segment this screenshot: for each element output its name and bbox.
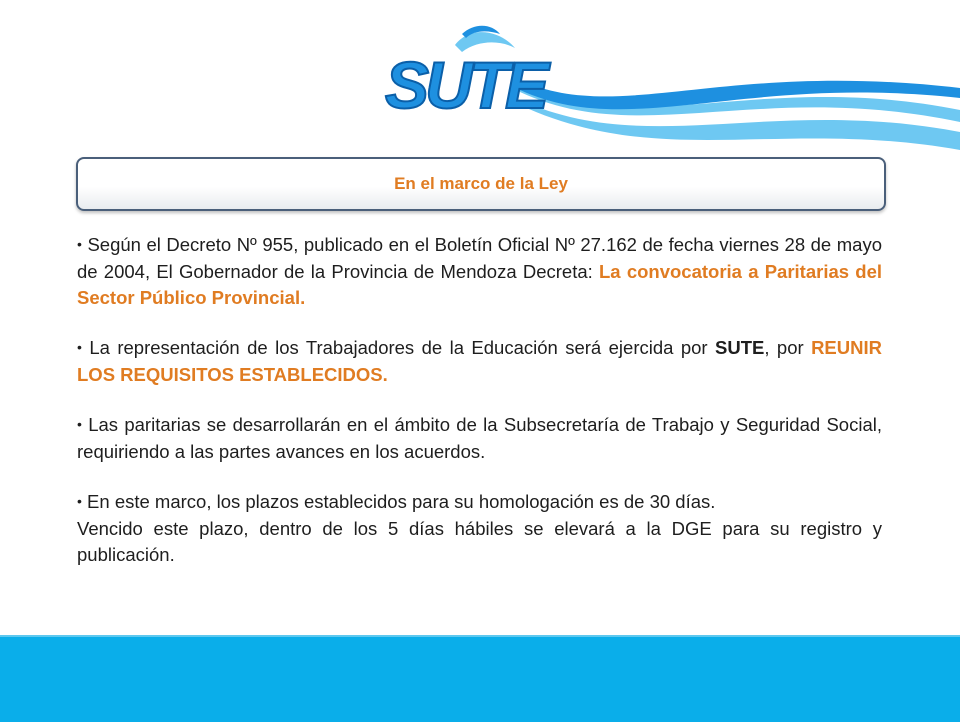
slide-title: En el marco de la Ley	[394, 174, 568, 193]
bullet-2-highlight: REUNIR LOS REQUISITOS ESTABLECIDOS.	[77, 337, 882, 385]
bullet-item-1	[77, 232, 882, 311]
bullet-2-text-b: , por	[764, 337, 812, 358]
content-body	[77, 232, 882, 568]
bullet-1-highlight: La convocatoria a Paritarias del Sector Público Provincial.	[77, 261, 882, 308]
bullet-2-text: La representación de los Trabajadores de la Educación será ejercida por	[89, 337, 715, 358]
bullet-4-text: En este marco, los plazos establecidos para su homologación es de 30 días.	[87, 491, 716, 512]
bullet-marker: •	[77, 236, 82, 252]
bullet-2-bold: SUTE	[715, 337, 765, 358]
bullet-marker: •	[77, 493, 82, 509]
bullet-item-4	[77, 489, 882, 568]
bullet-marker: •	[77, 416, 82, 432]
bullet-item-3	[77, 412, 882, 465]
bullet-3-text: Las paritarias se desarrollarán en el ámbito de la Subsecretaría de Trabajo y Seguridad Social, requiriendo a las partes avances en los acuerdos.	[77, 414, 882, 462]
footer-band	[0, 635, 960, 722]
bullet-4-text-b: Vencido este plazo, dentro de los 5 días hábiles se elevará a la DGE para su registro y publicación.	[77, 518, 882, 565]
bullet-1-text: Según el Decreto Nº 955, publicado en el Boletín Oficial Nº 27.162 de fecha viernes 28 de mayo de 2004, El Gobernador de la Provincia de Mendoza Decreta:	[77, 234, 882, 282]
header-wave-graphic	[0, 0, 960, 160]
bullet-marker: •	[77, 339, 82, 355]
bullet-item-2	[77, 335, 882, 388]
title-box	[76, 157, 886, 211]
svg-text:SUTE: SUTE	[385, 48, 546, 122]
sute-logo	[385, 26, 551, 122]
